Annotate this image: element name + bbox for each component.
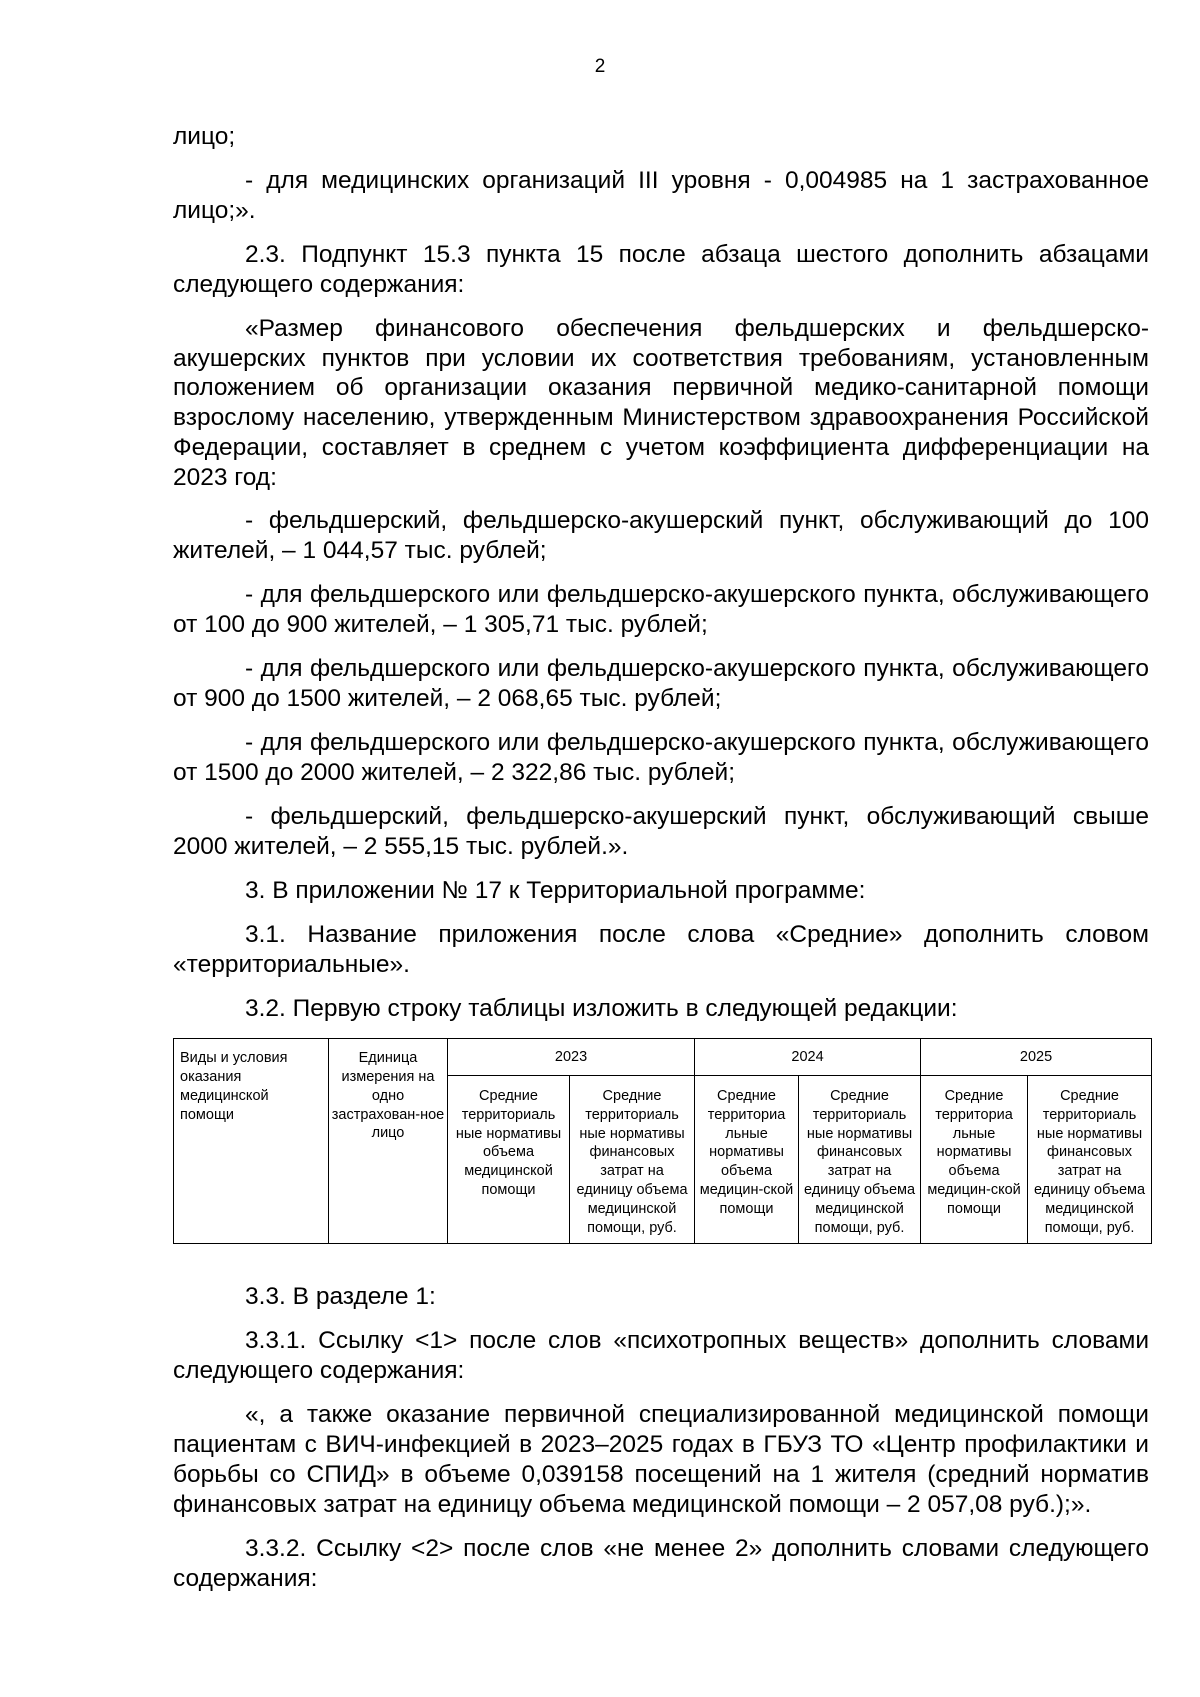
paragraph: 3.3.2. Ссылку <2> после слов «не менее 2» дополнить словами следующего содержания:: [173, 1535, 1149, 1593]
paragraph: - фельдшерский, фельдшерско-акушерский пункт, обслуживающий свыше 2000 жителей, – 2 555,15 тыс. рублей.».: [173, 803, 1149, 861]
paragraph: 3. В приложении № 17 к Территориальной программе:: [245, 877, 866, 905]
paragraph: 3.3.1. Ссылку <1> после слов «психотропных веществ» дополнить словами следующего содержания:: [173, 1327, 1149, 1385]
paragraph: - для фельдшерского или фельдшерско-акушерского пункта, обслуживающего от 900 до 1500 жителей, – 2 068,65 тыс. рублей;: [173, 655, 1149, 713]
paragraph: 3.2. Первую строку таблицы изложить в следующей редакции:: [245, 995, 958, 1023]
table-subheader: Средние территориаль ные нормативы объема медицинской помощи: [448, 1076, 570, 1244]
table-header-year: 2023: [448, 1039, 695, 1076]
paragraph: «Размер финансового обеспечения фельдшерских и фельдшерско-акушерских пунктов при условии их соответствия требованиям, установленным положением об организации оказания первичной медико-санитарной помощи взрослому населению, утвержденным Министерством здравоохранения Российской Федерации, составляет в среднем с учетом коэффициента дифференциации на 2023 год:: [173, 315, 1149, 491]
paragraph: лицо;: [173, 123, 236, 150]
table-header-year: 2025: [921, 1039, 1152, 1076]
document-body: [173, 122, 1149, 1594]
paragraph: - для фельдшерского или фельдшерско-акушерского пункта, обслуживающего от 1500 до 2000 жителей, – 2 322,86 тыс. рублей;: [173, 729, 1149, 787]
paragraph: - для медицинских организаций III уровня - 0,004985 на 1 застрахованное лицо;».: [173, 167, 1149, 224]
page-number: 2: [594, 56, 606, 77]
paragraph: «, а также оказание первичной специализированной медицинской помощи пациентам с ВИЧ-инфекцией в 2023–2025 годах в ГБУЗ ТО «Центр профилактики и борьбы со СПИД» в объеме 0,039158 посещений на 1 жителя (средний норматив финансовых затрат на единицу объема медицинской помощи – 2 057,08 руб.);».: [173, 1401, 1149, 1519]
paragraph: 2.3. Подпункт 15.3 пункта 15 после абзаца шестого дополнить абзацами следующего содержания:: [173, 241, 1149, 298]
table-header-year: 2024: [695, 1039, 921, 1076]
table-subheader: Средние территориаль ные нормативы финансовых затрат на единицу объема медицинской помощи, руб.: [570, 1076, 695, 1244]
table-subheader: Средние территориаль ные нормативы финансовых затрат на единицу объема медицинской помощи, руб.: [799, 1076, 921, 1244]
norms-table: [173, 1038, 1152, 1244]
paragraph: 3.1. Название приложения после слова «Средние» дополнить словом «территориальные».: [173, 921, 1149, 979]
paragraph: - для фельдшерского или фельдшерско-акушерского пункта, обслуживающего от 100 до 900 жителей, – 1 305,71 тыс. рублей;: [173, 581, 1149, 639]
paragraph: 3.3. В разделе 1:: [245, 1283, 436, 1311]
table-subheader: Средние территориаль ные нормативы финансовых затрат на единицу объема медицинской помощи, руб.: [1028, 1076, 1152, 1244]
paragraph: - фельдшерский, фельдшерско-акушерский пункт, обслуживающий до 100 жителей, – 1 044,57 тыс. рублей;: [173, 507, 1149, 565]
table-header-type: Виды и условия оказания медицинской помощи: [174, 1039, 329, 1244]
table-header-unit: Единица измерения на одно застрахован-ное лицо: [329, 1039, 448, 1244]
table-subheader: Средние территориа льные нормативы объема медицин-ской помощи: [695, 1076, 799, 1244]
table-subheader: Средние территориа льные нормативы объема медицин-ской помощи: [921, 1076, 1028, 1244]
